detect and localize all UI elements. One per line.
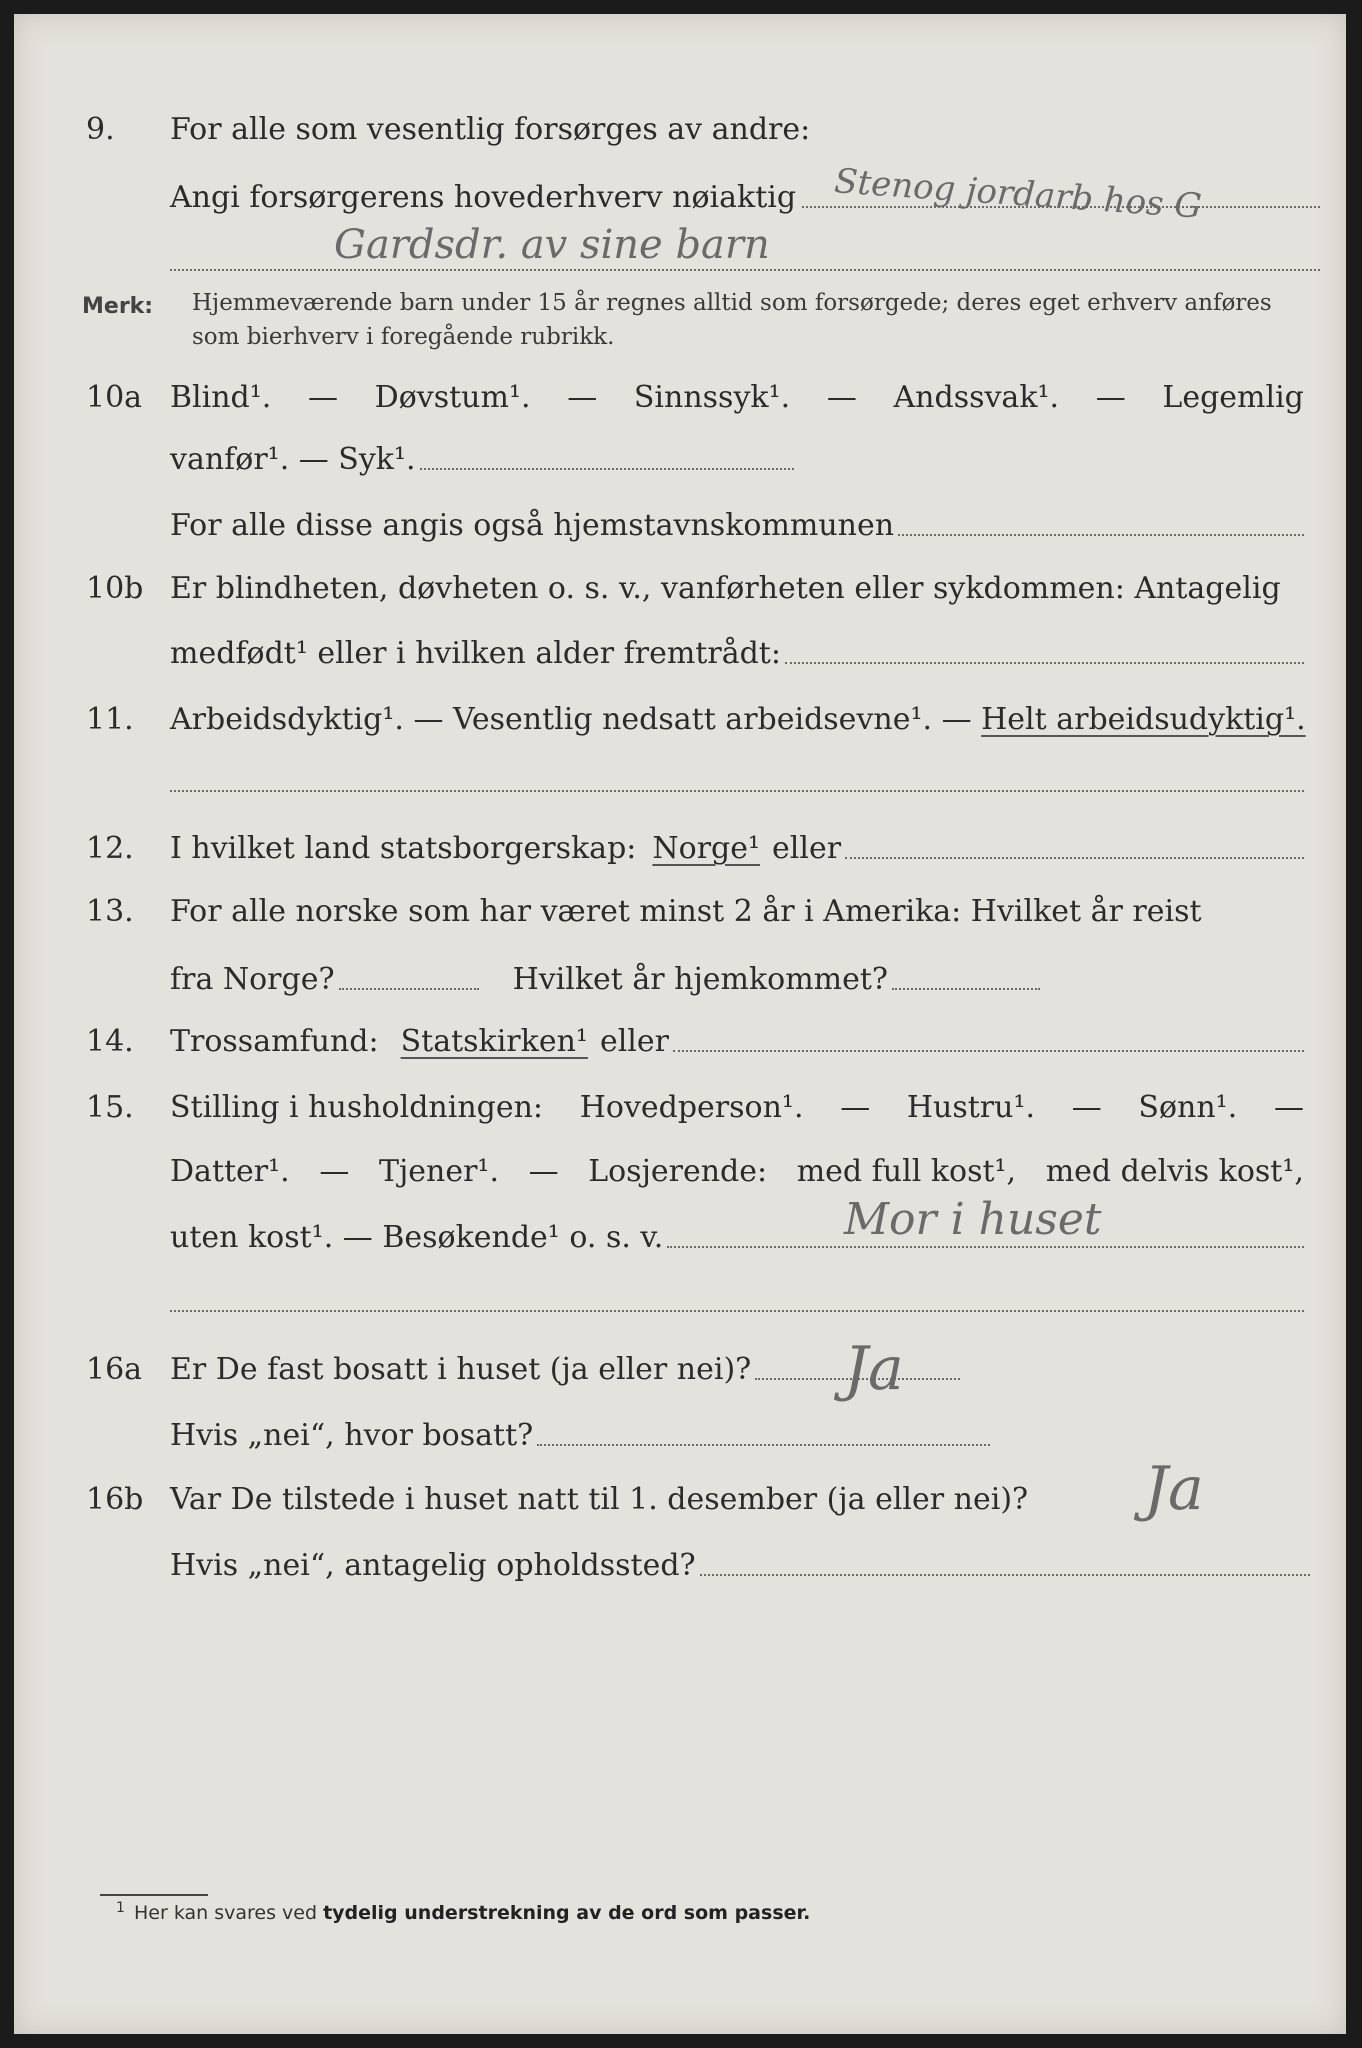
footnote-emphasis: tydelig understrekning av de ord som passer. <box>323 1902 811 1924</box>
dash: — <box>528 1154 559 1189</box>
q14-number: 14. <box>86 1024 134 1059</box>
opt-legemlig[interactable]: Legemlig <box>1162 380 1304 415</box>
q10b-onset-label: medfødt¹ eller i hvilken alder fremtrådt: <box>170 636 781 671</box>
dash: — <box>1095 380 1126 415</box>
q12-label: I hvilket land statsborgerskap: <box>170 831 637 866</box>
q16a-label: Er De fast bosatt i huset (ja eller nei)? <box>170 1352 752 1387</box>
opt-tjener[interactable]: Tjener¹. <box>378 1154 499 1189</box>
q16a-number: 16a <box>86 1352 143 1387</box>
q13-text: For alle norske som har været minst 2 år i Amerika: Hvilket år reist <box>170 894 1202 929</box>
q14-label: Trossamfund: <box>170 1024 379 1059</box>
q9-handwriting-1: Stenog jordarb hos G <box>833 161 1203 227</box>
q15-uten-kost-besokende[interactable]: uten kost¹. — Besøkende¹ o. s. v. <box>170 1220 664 1255</box>
q16b-label: Var De tilstede i huset natt til 1. desember (ja eller nei)? <box>170 1482 1029 1517</box>
q11-number: 11. <box>86 702 134 737</box>
q15-number: 15. <box>86 1090 134 1125</box>
dash: — <box>840 1090 871 1125</box>
footnote-text: Her kan svares ved <box>134 1902 318 1924</box>
q12-other-field[interactable] <box>845 856 1304 859</box>
dash: — <box>826 380 857 415</box>
opt-hustru[interactable]: Hustru¹. <box>906 1090 1036 1125</box>
q13-number: 13. <box>86 894 134 929</box>
q16b-handwriting: Ja <box>1144 1454 1204 1524</box>
q16a-handwriting: Ja <box>844 1334 904 1404</box>
q16a-where-label: Hvis „nei“, hvor bosatt? <box>170 1418 534 1453</box>
q11-selected-option[interactable]: Helt arbeidsudyktig¹. <box>981 702 1306 737</box>
q15-handwriting: Mor i huset <box>844 1194 1102 1245</box>
q11-answer-line[interactable] <box>170 790 1304 792</box>
q12-number: 12. <box>86 831 134 866</box>
q10b-number: 10b <box>86 571 144 606</box>
opt-sonn[interactable]: Sønn¹. <box>1138 1090 1238 1125</box>
q9-number: 9. <box>86 112 115 147</box>
q16b-where-field[interactable] <box>700 1573 1310 1576</box>
q10a-hometown-field[interactable] <box>898 533 1304 536</box>
q15-label: Stilling i husholdningen: <box>170 1090 544 1125</box>
q13-left-label: fra Norge? <box>170 962 335 997</box>
q10b-onset-field[interactable] <box>785 661 1304 664</box>
q15-answer-line[interactable] <box>170 1310 1304 1312</box>
q15-other-field[interactable] <box>667 1245 1304 1248</box>
opt-blind[interactable]: Blind¹. <box>170 380 272 415</box>
q11-options-plain[interactable]: Arbeidsdyktig¹. — Vesentlig nedsatt arbeidsevne¹. — <box>170 702 972 737</box>
footnote-rule <box>100 1894 208 1896</box>
dash: — <box>1071 1090 1102 1125</box>
dash: — <box>308 380 338 415</box>
census-form-page <box>14 14 1346 2034</box>
q16b-number: 16b <box>86 1482 144 1517</box>
q9-answer-line[interactable] <box>170 269 1320 271</box>
q9-text: For alle som vesentlig forsørges av andre: <box>170 112 811 147</box>
footnote <box>116 1900 811 1924</box>
dash: — <box>1273 1090 1304 1125</box>
q13-return-field[interactable] <box>892 987 1040 990</box>
opt-delvis-kost[interactable]: med delvis kost¹, <box>1045 1154 1304 1189</box>
q10a-vanfor-syk[interactable]: vanfør¹. — Syk¹. <box>170 442 416 477</box>
footnote-marker: 1 <box>116 1900 125 1916</box>
dash: — <box>319 1154 350 1189</box>
q14-selected-statskirken[interactable]: Statskirken¹ <box>400 1024 588 1059</box>
q10a-number: 10a <box>86 380 143 415</box>
opt-hovedperson[interactable]: Hovedperson¹. <box>579 1090 804 1125</box>
q13-left-field[interactable] <box>339 987 479 990</box>
dash: — <box>567 380 598 415</box>
merk-label: Merk: <box>82 294 154 319</box>
q14-other-field[interactable] <box>673 1049 1304 1052</box>
q13-return-label: Hvilket år hjemkommet? <box>512 962 889 997</box>
opt-sinnssyk[interactable]: Sinnssyk¹. <box>633 380 791 415</box>
q10a-hometown-label: For alle disse angis også hjemstavnskommunen <box>170 508 895 543</box>
q16b-where-label: Hvis „nei“, antagelig opholdssted? <box>170 1548 696 1583</box>
q10b-text: Er blindheten, døvheten o. s. v., vanførheten eller sykdommen: Antagelig <box>170 571 1281 606</box>
opt-andssvak[interactable]: Andssvak¹. <box>893 380 1060 415</box>
q12-suffix: eller <box>772 831 842 866</box>
opt-datter[interactable]: Datter¹. <box>170 1154 290 1189</box>
opt-losjerende: Losjerende: <box>588 1154 768 1189</box>
q11-options <box>170 702 1306 738</box>
q9-provider-label: Angi forsørgerens hovederhverv nøiaktig <box>170 180 797 215</box>
q12-selected-norge[interactable]: Norge¹ <box>652 831 761 866</box>
q16a-where-field[interactable] <box>537 1443 990 1446</box>
q14-suffix: eller <box>599 1024 669 1059</box>
merk-text: Hjemmeværende barn under 15 år regnes alltid som forsørgede; deres eget erhverv anføres som bierhverv i foregående rubrikk. <box>192 290 1272 350</box>
opt-full-kost[interactable]: med full kost¹, <box>796 1154 1017 1189</box>
opt-dovstum[interactable]: Døvstum¹. <box>374 380 531 415</box>
q9-handwriting-2: Gardsdr. av sine barn <box>334 222 770 268</box>
q10a-syk-field[interactable] <box>420 467 794 470</box>
